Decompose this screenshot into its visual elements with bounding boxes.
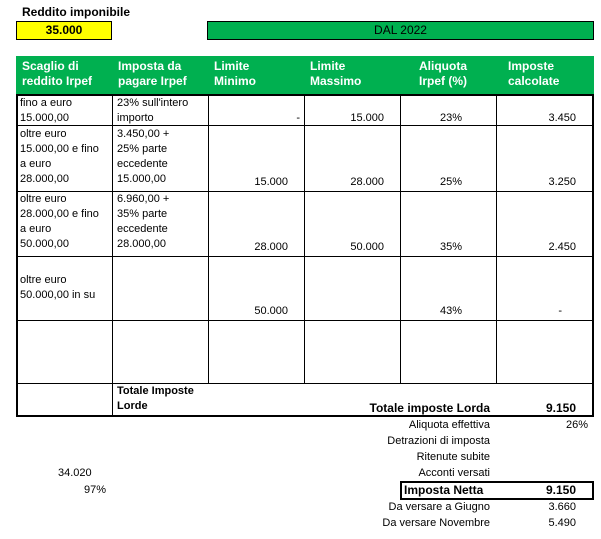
row2-aliquota: 25% xyxy=(439,176,462,188)
row1-aliquota: 23% xyxy=(439,112,462,124)
header-imposte-calcolate: Imposte calcolate xyxy=(508,59,560,88)
row2-imposta: 3.450,00 + 25% parte eccedente 15.000,00 xyxy=(117,128,170,185)
row1-calcolate: 3.450 xyxy=(548,112,576,124)
header-limite-massimo: Limite Massimo xyxy=(310,59,362,88)
row4-scaglio: oltre euro 50.000,00 in su xyxy=(20,274,96,301)
row3-imposta: 6.960,00 + 35% parte eccedente 28.000,00 xyxy=(117,193,170,250)
row2-scaglio: oltre euro 15.000,00 e fino a euro 28.000,00 xyxy=(20,128,99,185)
row2-min: 15.000 xyxy=(254,176,288,188)
row1-max: 15.000 xyxy=(350,112,384,124)
novembre-value: 5.490 xyxy=(548,517,576,529)
period-banner: DAL 2022 xyxy=(207,21,594,40)
reddito-label: Reddito imponibile xyxy=(22,5,130,19)
giugno-value: 3.660 xyxy=(548,501,576,513)
row3-aliquota: 35% xyxy=(439,241,462,253)
row2-calcolate: 3.250 xyxy=(548,176,576,188)
header-limite-minimo: Limite Minimo xyxy=(214,59,256,88)
totale-imposte-lorde-label: Totale Imposte Lorde xyxy=(117,385,194,412)
row4-calcolate: - xyxy=(558,305,562,317)
ritenute-label: Ritenute subite xyxy=(416,451,490,463)
side-value-2: 97% xyxy=(84,484,107,496)
side-value-1: 34.020 xyxy=(58,467,92,479)
header-aliquota: Aliquota Irpef (%) xyxy=(419,59,467,88)
totale-lorda-label: Totale imposte Lorda xyxy=(369,401,490,415)
row4-aliquota: 43% xyxy=(439,305,462,317)
row2-max: 28.000 xyxy=(350,176,384,188)
row4-min: 50.000 xyxy=(254,305,288,317)
row3-min: 28.000 xyxy=(254,241,288,253)
header-scaglio: Scaglio di reddito Irpef xyxy=(22,59,93,88)
row3-scaglio: oltre euro 28.000,00 e fino a euro 50.000,00 xyxy=(20,193,99,250)
row3-calcolate: 2.450 xyxy=(548,241,576,253)
header-imposta: Imposta da pagare Irpef xyxy=(118,59,187,88)
row1-imposta: 23% sull'intero importo xyxy=(117,97,189,124)
imposta-netta-label: Imposta Netta xyxy=(404,483,484,497)
row1-scaglio: fino a euro 15.000,00 xyxy=(20,97,72,124)
detrazioni-label: Detrazioni di imposta xyxy=(387,435,490,447)
giugno-label: Da versare a Giugno xyxy=(388,501,490,513)
acconti-label: Acconti versati xyxy=(418,467,490,479)
aliquota-effettiva-value: 26% xyxy=(565,419,588,431)
row3-max: 50.000 xyxy=(350,241,384,253)
aliquota-effettiva-label: Aliquota effettiva xyxy=(408,419,490,431)
row1-min: - xyxy=(296,112,300,124)
totale-lorda-value: 9.150 xyxy=(545,401,576,415)
reddito-value[interactable]: 35.000 xyxy=(16,21,112,40)
imposta-netta-value: 9.150 xyxy=(545,483,576,497)
novembre-label: Da versare Novembre xyxy=(382,517,490,529)
